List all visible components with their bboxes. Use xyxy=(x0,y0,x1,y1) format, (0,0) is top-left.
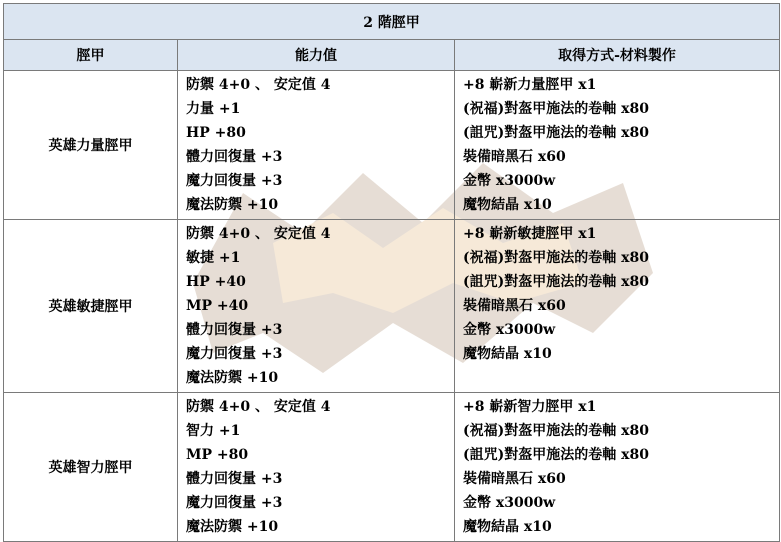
item-name: 英雄智力脛甲 xyxy=(4,393,178,542)
material-line: (詛咒)對盔甲施法的卷軸 x80 xyxy=(463,447,649,463)
stat-line: 智力 +1 xyxy=(186,423,241,439)
stat-line: HP +40 xyxy=(186,274,246,290)
stat-line: 魔力回復量 +3 xyxy=(186,495,283,511)
stat-line: 體力回復量 +3 xyxy=(186,471,283,487)
table-row xyxy=(4,220,780,393)
material-line: 金幣 x3000w xyxy=(463,173,556,189)
material-line: 魔物結晶 x10 xyxy=(463,346,552,362)
material-line: (祝福)對盔甲施法的卷軸 x80 xyxy=(463,423,649,439)
material-line: (祝福)對盔甲施法的卷軸 x80 xyxy=(463,101,649,117)
stat-line: 魔法防禦 +10 xyxy=(186,370,279,386)
material-line: +8 嶄新力量脛甲 x1 xyxy=(463,77,597,93)
stat-line: HP +80 xyxy=(186,125,246,141)
stat-line: 魔力回復量 +3 xyxy=(186,346,283,362)
item-name: 英雄力量脛甲 xyxy=(4,71,178,220)
material-line: 金幣 x3000w xyxy=(463,322,556,338)
stat-line: MP +80 xyxy=(186,447,249,463)
material-line: (祝福)對盔甲施法的卷軸 x80 xyxy=(463,250,649,266)
material-line: +8 嶄新智力脛甲 x1 xyxy=(463,399,597,415)
stats-cell xyxy=(178,71,455,220)
materials-cell xyxy=(455,71,780,220)
stat-line: 魔法防禦 +10 xyxy=(186,519,279,535)
material-line: 裝備暗黑石 x60 xyxy=(463,298,566,314)
stat-line: 敏捷 +1 xyxy=(186,250,241,266)
stat-line: 魔法防禦 +10 xyxy=(186,197,279,213)
stat-line: 防禦 4+0 、 安定值 4 xyxy=(186,399,331,415)
stat-line: 力量 +1 xyxy=(186,101,241,117)
stat-line: 防禦 4+0 、 安定值 4 xyxy=(186,77,331,93)
material-line: (詛咒)對盔甲施法的卷軸 x80 xyxy=(463,125,649,141)
item-name: 英雄敏捷脛甲 xyxy=(4,220,178,393)
stats-cell xyxy=(178,220,455,393)
material-line: 裝備暗黑石 x60 xyxy=(463,471,566,487)
table-row xyxy=(4,71,780,220)
stat-line: 體力回復量 +3 xyxy=(186,322,283,338)
material-line: 魔物結晶 x10 xyxy=(463,519,552,535)
table-title: 2 階脛甲 xyxy=(4,4,780,40)
stat-line: 防禦 4+0 、 安定值 4 xyxy=(186,226,331,242)
document xyxy=(3,3,779,542)
header-source: 取得方式-材料製作 xyxy=(455,40,780,71)
stat-line: 魔力回復量 +3 xyxy=(186,173,283,189)
stat-line: 體力回復量 +3 xyxy=(186,149,283,165)
material-line: 裝備暗黑石 x60 xyxy=(463,149,566,165)
material-line: 金幣 x3000w xyxy=(463,495,556,511)
material-line: (詛咒)對盔甲施法的卷軸 x80 xyxy=(463,274,649,290)
materials-cell xyxy=(455,220,780,393)
armor-table xyxy=(3,3,780,542)
materials-cell xyxy=(455,393,780,542)
stats-cell xyxy=(178,393,455,542)
table-row xyxy=(4,393,780,542)
header-stats: 能力值 xyxy=(178,40,455,71)
header-item: 脛甲 xyxy=(4,40,178,71)
material-line: +8 嶄新敏捷脛甲 x1 xyxy=(463,226,597,242)
material-line: 魔物結晶 x10 xyxy=(463,197,552,213)
table-body xyxy=(4,71,780,542)
stat-line: MP +40 xyxy=(186,298,249,314)
